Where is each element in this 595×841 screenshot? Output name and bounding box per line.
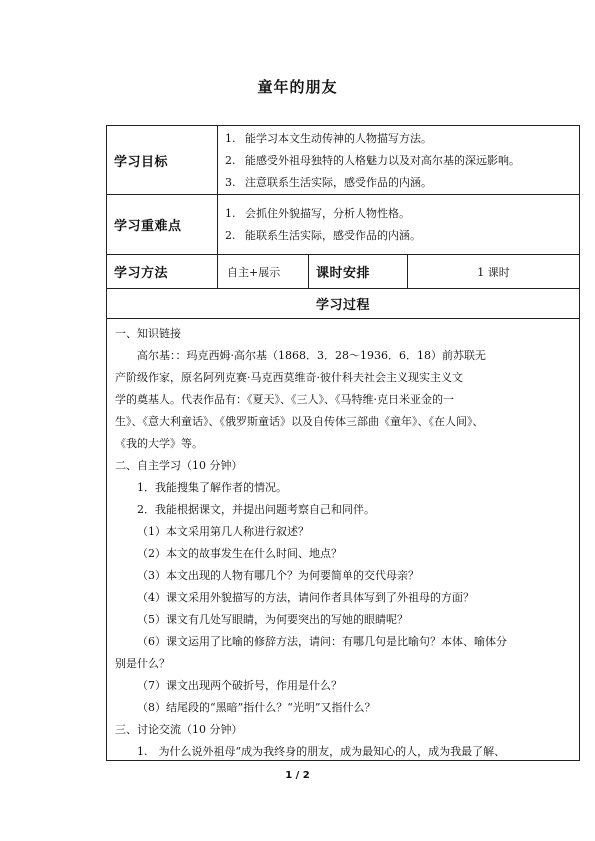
objectives-label: 学习目标 [114, 155, 169, 170]
column-divider [217, 125, 218, 288]
column-divider [308, 254, 309, 288]
question-item: 1. 为什么说外祖母“成为我终身的朋友，成为最知心的人，成为我最了解、 [137, 745, 506, 758]
list-item: 1. 会抓住外貌描写，分析人物性格。 [225, 207, 410, 220]
question-item: 2．我能根据课文，并提出问题考察自己和同伴。 [137, 503, 375, 516]
list-item: 1. 能学习本文生动传神的人物描写方法。 [225, 132, 432, 145]
period-value: 1 课时 [477, 266, 510, 279]
question-item: （8）结尾段的“黑暗”指什么？“光明”又指什么？ [137, 701, 376, 714]
question-item: （5）课文有几处写眼睛，为何要突出的写她的眼睛呢？ [137, 613, 408, 626]
question-continuation: 别是什么？ [115, 657, 170, 670]
list-item: 2. 能联系生活实际，感受作品的内涵。 [225, 229, 421, 242]
question-item: （4）课文采用外貌描写的方法，请问作者具体写到了外祖母的方面？ [137, 591, 474, 604]
document-title: 童年的朋友 [257, 78, 338, 96]
bio-line: 产阶级作家，原名阿列克赛·马克西莫维奇·彼什科夫社会主义现实主义文 [115, 371, 463, 384]
question-item: （7）课文出现两个破折号，作用是什么？ [137, 679, 342, 692]
row-divider [106, 318, 580, 319]
section-heading: 一、知识链接 [115, 327, 181, 340]
bio-line: 《我的大学》等。 [115, 437, 203, 450]
question-item: 1．我能搜集了解作者的情况。 [137, 481, 287, 494]
question-item: （1）本文采用第几人称进行叙述？ [137, 525, 309, 538]
focus-list [225, 203, 575, 247]
row-divider [106, 288, 580, 289]
section-heading: 三、讨论交流（10 分钟） [115, 723, 243, 736]
bio-line: 学的奠基人。代表作品有：《夏天》、《三人》、《马特维·克日米亚金的一 [115, 393, 454, 406]
process-body [115, 323, 577, 763]
process-label: 学习过程 [315, 298, 370, 313]
question-item: （6）课文运用了比喻的修辞方法，请问：有哪几句是比喻句？本体、喻体分 [137, 635, 507, 648]
bio-line: 生》、《意大利童话》、《俄罗斯童话》以及自传体三部曲《童年》、《在人间》、 [115, 415, 484, 428]
objectives-list [225, 128, 575, 194]
question-item: （2）本文的故事发生在什么时间、地点？ [137, 547, 342, 560]
focus-label: 学习重难点 [114, 219, 182, 234]
row-divider [106, 254, 580, 255]
section-heading: 二、自主学习（10 分钟） [115, 459, 243, 472]
period-label: 课时安排 [316, 266, 371, 281]
list-item: 3. 注意联系生活实际，感受作品的内涵。 [225, 176, 432, 189]
bio-line: 高尔基：：玛克西姆·高尔基（1868．3．28～1936．6．18）前苏联无 [137, 349, 486, 362]
list-item: 2. 能感受外祖母独特的人格魅力以及对高尔基的深远影响。 [225, 154, 520, 167]
row-divider [106, 194, 580, 195]
method-label: 学习方法 [114, 266, 169, 281]
question-item: （3）本文出现的人物有哪几个？为何要简单的交代母亲？ [137, 569, 419, 582]
page-number: 1 / 2 [285, 770, 310, 781]
method-value: 自主+展示 [227, 266, 281, 279]
